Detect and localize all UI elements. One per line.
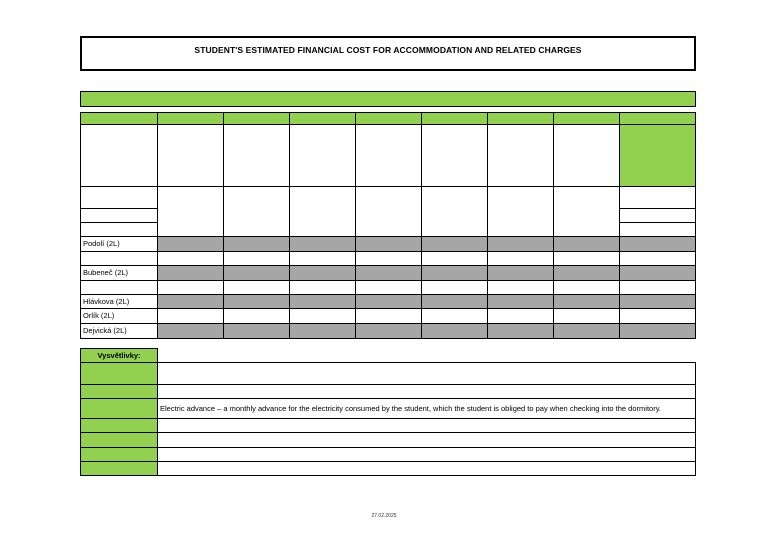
legend-key-cell [80, 418, 158, 433]
table-cell [355, 280, 422, 295]
legend-text-cell [157, 447, 696, 462]
table-cell [157, 236, 224, 252]
table-cell [553, 294, 620, 309]
header-tall-cell [421, 124, 488, 187]
table-cell [487, 294, 554, 309]
legend-key-cell [80, 447, 158, 462]
header-tall-cell [80, 124, 158, 187]
legend-key-cell [80, 461, 158, 476]
legend-title: Vysvětlivky: [80, 348, 158, 363]
table-row-label [80, 251, 158, 266]
subheader-merged-cell [157, 186, 224, 237]
subheader-cell [80, 222, 158, 237]
table-row-label: Podolí (2L) [80, 236, 158, 252]
legend-text-cell: Electric advance – a monthly advance for the electricity consumed by the student, which the student is obliged to pay when checking into the dormitory. [157, 398, 696, 419]
subheader-merged-cell [223, 186, 290, 237]
document-title: STUDENT'S ESTIMATED FINANCIAL COST FOR ACCOMMODATION AND RELATED CHARGES [194, 45, 582, 55]
table-cell [223, 251, 290, 266]
table-cell [487, 236, 554, 252]
table-cell [619, 251, 696, 266]
table-cell [553, 265, 620, 281]
table-cell [289, 265, 356, 281]
table-cell [223, 265, 290, 281]
table-cell [157, 265, 224, 281]
table-cell [223, 236, 290, 252]
header-tall-cell [289, 124, 356, 187]
table-row-label [80, 280, 158, 295]
legend-text-cell [157, 384, 696, 399]
table-cell [553, 280, 620, 295]
table-cell [487, 308, 554, 324]
table-cell [355, 265, 422, 281]
green-header-bar [80, 91, 696, 107]
table-cell [421, 265, 488, 281]
subheader-merged-cell [355, 186, 422, 237]
table-cell [421, 280, 488, 295]
legend-key-cell [80, 432, 158, 448]
table-cell [553, 236, 620, 252]
table-row-label: Dejvická (2L) [80, 323, 158, 339]
header-tall-cell [487, 124, 554, 187]
table-row-label: Orlík (2L) [80, 308, 158, 324]
table-cell [157, 308, 224, 324]
legend-key-cell [80, 398, 158, 419]
legend-text-cell [157, 432, 696, 448]
legend-key-cell [80, 384, 158, 399]
title-box [80, 36, 696, 71]
subheader-merged-cell [289, 186, 356, 237]
subheader-merged-cell [421, 186, 488, 237]
table-cell [223, 294, 290, 309]
table-row-label: Bubeneč (2L) [80, 265, 158, 281]
table-cell [157, 251, 224, 266]
table-cell [553, 323, 620, 339]
table-cell [289, 280, 356, 295]
table-cell [289, 294, 356, 309]
table-cell [289, 323, 356, 339]
table-cell [487, 251, 554, 266]
header-tall-cell [355, 124, 422, 187]
table-cell [355, 323, 422, 339]
table-cell [487, 265, 554, 281]
subheader-merged-cell [487, 186, 554, 237]
subheader-cell [80, 208, 158, 223]
table-cell [289, 251, 356, 266]
table-cell [553, 308, 620, 324]
table-cell [487, 323, 554, 339]
header-tall-cell [619, 124, 696, 187]
table-cell [355, 294, 422, 309]
table-cell [619, 280, 696, 295]
table-cell [619, 294, 696, 309]
table-cell [421, 308, 488, 324]
header-tall-cell [223, 124, 290, 187]
table-cell [355, 251, 422, 266]
table-cell [619, 265, 696, 281]
subheader-cell [80, 186, 158, 209]
table-cell [487, 280, 554, 295]
table-cell [421, 236, 488, 252]
table-cell [157, 323, 224, 339]
subheader-cell [619, 186, 696, 209]
footer-date: 27.02.2025 [371, 513, 397, 519]
header-tall-cell [553, 124, 620, 187]
table-cell [619, 308, 696, 324]
table-cell [421, 294, 488, 309]
table-cell [289, 308, 356, 324]
legend-text-cell [157, 362, 696, 385]
subheader-merged-cell [553, 186, 620, 237]
table-cell [619, 323, 696, 339]
table-cell [157, 280, 224, 295]
table-row-label: Hlávkova (2L) [80, 294, 158, 309]
subheader-cell [619, 208, 696, 223]
table-cell [223, 308, 290, 324]
table-cell [223, 280, 290, 295]
table-cell [421, 323, 488, 339]
header-tall-cell [157, 124, 224, 187]
legend-text-cell [157, 418, 696, 433]
table-cell [355, 236, 422, 252]
table-cell [619, 236, 696, 252]
table-cell [421, 251, 488, 266]
table-cell [355, 308, 422, 324]
subheader-cell [619, 222, 696, 237]
table-cell [157, 294, 224, 309]
table-cell [223, 323, 290, 339]
legend-key-cell [80, 362, 158, 385]
table-cell [289, 236, 356, 252]
table-cell [553, 251, 620, 266]
legend-text-cell [157, 461, 696, 476]
